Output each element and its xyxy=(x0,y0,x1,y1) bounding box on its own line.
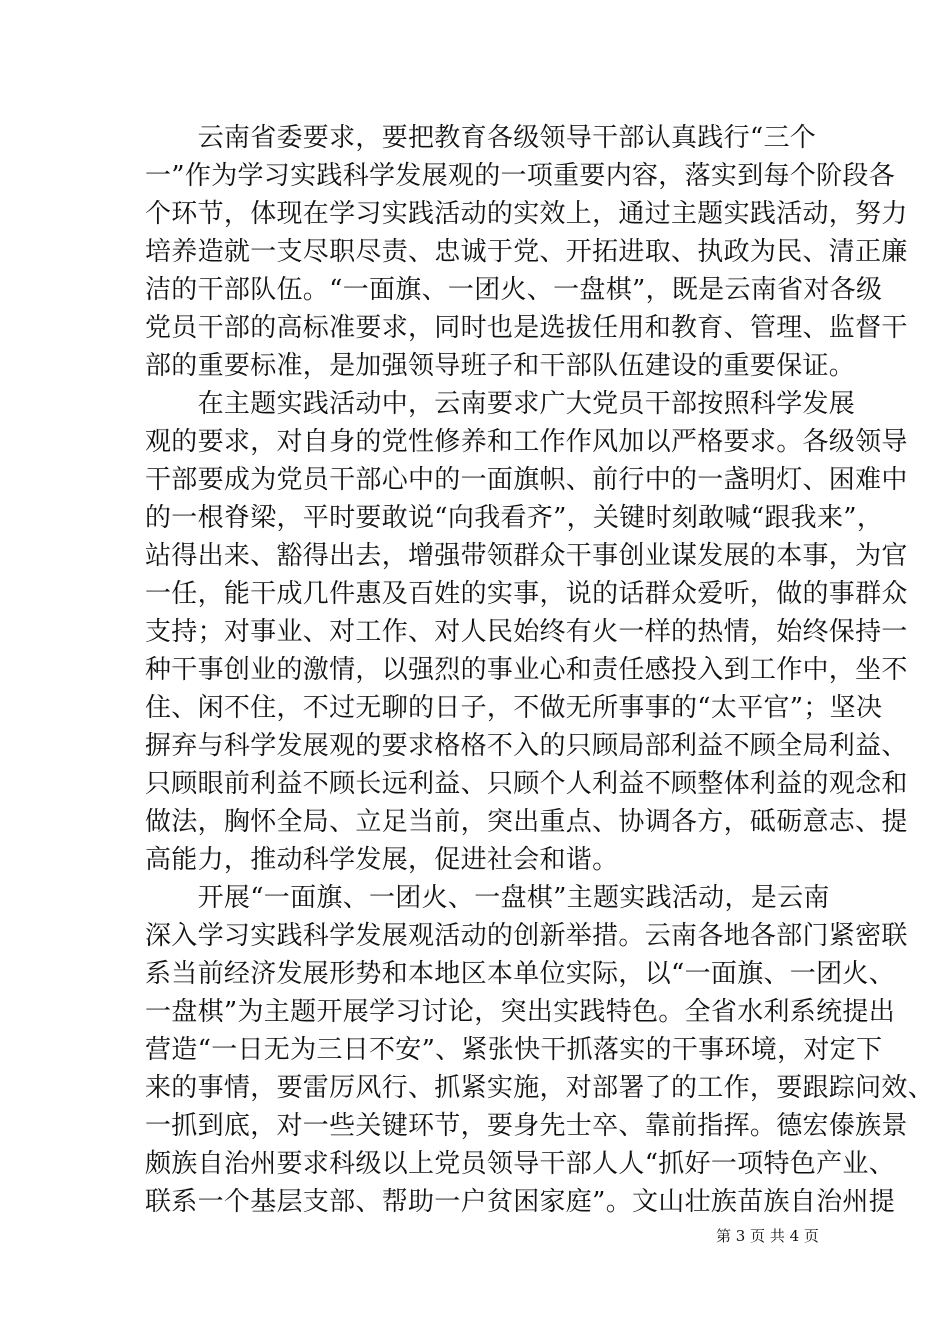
paragraph-2-line-9: 住、闲不住，不过无聊的日子，不做无所事事的“太平官”；坚决 xyxy=(145,693,883,723)
paragraph-2-line-5: 站得出来、豁得出去，增强带领群众干事创业谋发展的本事，为官 xyxy=(145,541,908,571)
paragraph-1-line-3: 个环节，体现在学习实践活动的实效上，通过主题实践活动，努力 xyxy=(145,199,908,229)
paragraph-2-line-11: 只顾眼前利益不顾长远利益、只顾个人利益不顾整体利益的观念和 xyxy=(145,769,908,799)
paragraph-2-line-2: 观的要求，对自身的党性修养和工作作风加以严格要求。各级领导 xyxy=(145,427,908,457)
paragraph-3-line-3: 系当前经济发展形势和本地区本单位实际，以“一面旗、一团火、 xyxy=(145,959,895,989)
paragraph-3-line-1: 开展“一面旗、一团火、一盘棋”主题实践活动，是云南 xyxy=(145,883,830,913)
paragraph-3-line-9: 联系一个基层支部、帮助一户贫困家庭”。文山壮族苗族自治州提 xyxy=(145,1187,895,1217)
paragraph-3-line-2: 深入学习实践科学发展观活动的创新举措。云南各地各部门紧密联 xyxy=(145,921,908,951)
paragraph-2-line-6: 一任，能干成几件惠及百姓的实事，说的话群众爱听，做的事群众 xyxy=(145,579,908,609)
paragraph-1-line-7: 部的重要标准，是加强领导班子和干部队伍建设的重要保证。 xyxy=(145,351,856,381)
page-number: 第 3 页 共 4 页 xyxy=(716,1227,819,1245)
paragraph-3-line-4: 一盘棋”为主题开展学习讨论，突出实践特色。全省水利系统提出 xyxy=(145,997,895,1027)
paragraph-1-line-2: 一”作为学习实践科学发展观的一项重要内容，落实到每个阶段各 xyxy=(145,161,895,191)
paragraph-3-line-5: 营造“一日无为三日不安”、紧张快干抓落实的干事环境，对定下 xyxy=(145,1035,883,1065)
paragraph-1-line-1: 云南省委要求，要把教育各级领导干部认真践行“三个 xyxy=(145,123,817,153)
paragraph-2-line-4: 的一根脊梁，平时要敢说“向我看齐”，关键时刻敢喊“跟我来”， xyxy=(145,503,884,533)
paragraph-2-line-3: 干部要成为党员干部心中的一面旗帜、前行中的一盏明灯、困难中 xyxy=(145,465,908,495)
paragraph-1-line-5: 洁的干部队伍。“一面旗、一团火、一盘棋”，既是云南省对各级 xyxy=(145,275,883,305)
paragraph-1-line-4: 培养造就一支尽职尽责、忠诚于党、开拓进取、执政为民、清正廉 xyxy=(145,237,908,267)
paragraph-3-line-7: 一抓到底，对一些关键环节，要身先士卒、靠前指挥。德宏傣族景 xyxy=(145,1111,908,1141)
paragraph-2-line-7: 支持；对事业、对工作、对人民始终有火一样的热情，始终保持一 xyxy=(145,617,908,647)
paragraph-2-line-10: 摒弃与科学发展观的要求格格不入的只顾局部利益不顾全局利益、 xyxy=(145,731,908,761)
paragraph-2-line-8: 种干事创业的激情，以强烈的事业心和责任感投入到工作中，坐不 xyxy=(145,655,908,685)
paragraph-1-line-6: 党员干部的高标准要求，同时也是选拔任用和教育、管理、监督干 xyxy=(145,313,908,343)
paragraph-2-line-1: 在主题实践活动中，云南要求广大党员干部按照科学发展 xyxy=(145,389,856,419)
paragraph-2-line-13: 高能力，推动科学发展，促进社会和谐。 xyxy=(145,845,619,875)
paragraph-2-line-12: 做法，胸怀全局、立足当前，突出重点、协调各方，砥砺意志、提 xyxy=(145,807,908,837)
paragraph-3-line-8: 颇族自治州要求科级以上党员领导干部人人“抓好一项特色产业、 xyxy=(145,1149,895,1179)
paragraph-3-line-6: 来的事情，要雷厉风行、抓紧实施，对部署了的工作，要跟踪问效、 xyxy=(145,1073,935,1103)
